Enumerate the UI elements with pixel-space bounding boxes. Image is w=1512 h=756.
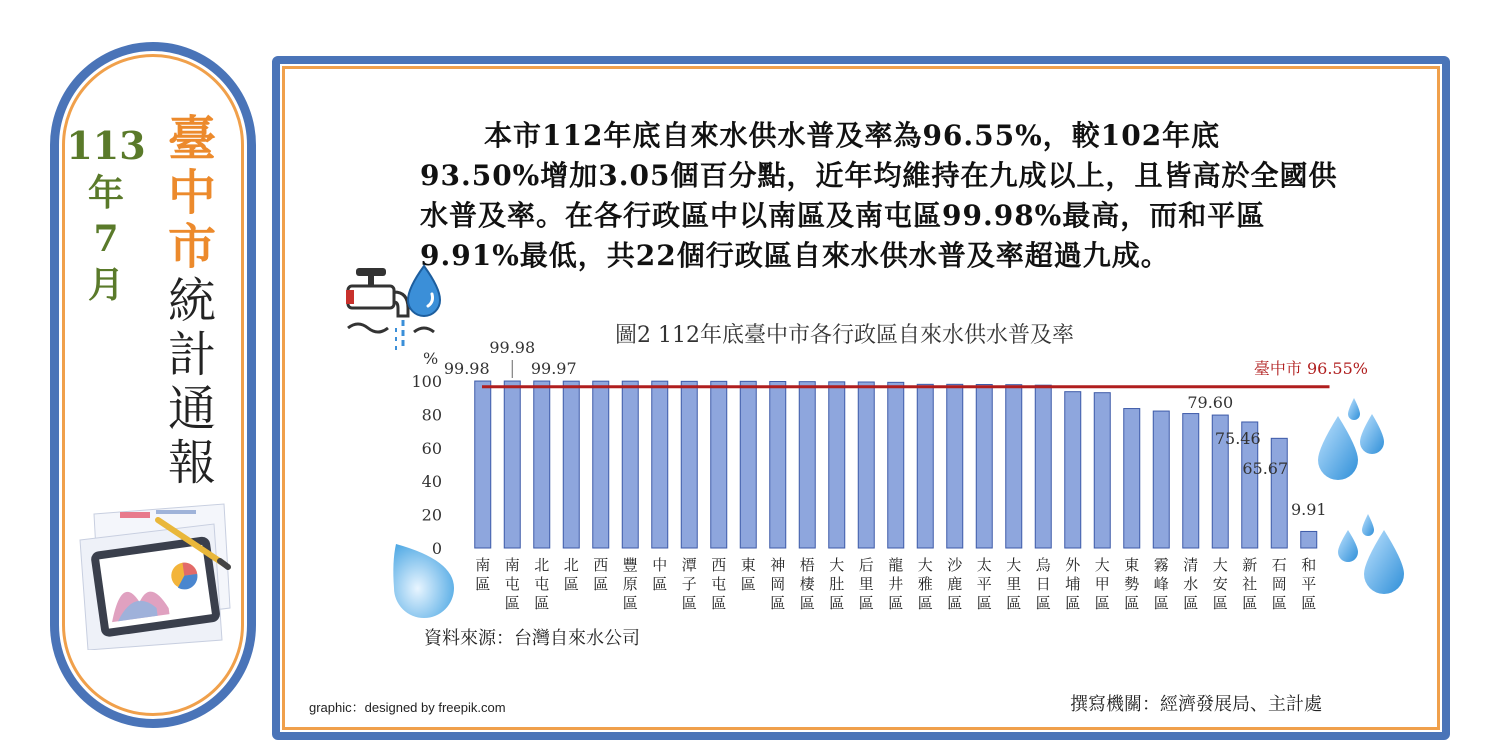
x-category-label: 石岡區	[1271, 556, 1287, 612]
chart-title: 圖2 112年底臺中市各行政區自來水供水普及率	[615, 323, 1074, 348]
x-category-label: 和平區	[1301, 556, 1317, 612]
issue-month: 7	[93, 218, 119, 260]
x-category-label: 南屯區	[504, 556, 520, 612]
x-category-label: 神岡區	[770, 556, 786, 612]
x-category-label: 東勢區	[1124, 556, 1140, 612]
title-char: 臺	[167, 111, 216, 167]
water-drops-icon	[1336, 512, 1408, 598]
y-tick-label: 60	[421, 438, 442, 458]
y-tick-label: 0	[431, 539, 442, 558]
author-agency: 撰寫機關：經濟發展局、主計處	[1070, 694, 1322, 715]
x-category-label: 西屯區	[711, 556, 727, 612]
bar	[1006, 385, 1022, 548]
x-category-label: 南區	[475, 556, 491, 593]
data-label: 99.97	[530, 359, 577, 378]
y-tick-label: 80	[421, 405, 442, 425]
data-label: 65.67	[1242, 459, 1289, 478]
bar	[563, 381, 579, 548]
y-tick-label: 40	[421, 472, 442, 492]
bar	[770, 382, 786, 548]
bar	[1183, 414, 1199, 548]
data-label: 79.60	[1187, 393, 1234, 412]
year-char: 年	[87, 172, 124, 214]
x-category-label: 龍井區	[888, 556, 904, 612]
y-tick-label: 100	[411, 372, 442, 391]
bar	[829, 382, 845, 548]
bar	[711, 381, 727, 548]
title-char: 市	[167, 219, 216, 275]
x-category-label: 大安區	[1212, 556, 1228, 612]
y-axis-unit: %	[423, 349, 439, 368]
title-char: 通	[167, 381, 216, 437]
x-category-label: 潭子區	[681, 556, 697, 612]
x-category-label: 烏日區	[1035, 556, 1051, 612]
summary-paragraph: 本市112年底自來水供水普及率為96.55%，較102年底93.50%增加3.05個百分點，近年均維持在九成以上，且皆高於全國供水普及率。在各行政區中以南區及南屯區99.98%最高，而和平區9.91%最低，共22個行政區自來水供水普及率超過九成。	[420, 119, 1338, 272]
bar	[681, 381, 697, 548]
bar	[1153, 411, 1169, 548]
bar	[1065, 392, 1081, 548]
title-char: 統	[167, 273, 216, 329]
x-category-label: 中區	[652, 556, 668, 593]
x-category-label: 大里區	[1006, 556, 1022, 612]
data-label: 99.98	[489, 338, 536, 357]
data-source: 資料來源：台灣自來水公司	[424, 628, 640, 649]
bar	[917, 384, 933, 548]
title-char: 中	[167, 165, 216, 221]
city-average-label: 臺中市 96.55%	[1253, 359, 1368, 378]
bar	[888, 382, 904, 548]
water-drops-icon	[1318, 396, 1390, 482]
bar	[534, 381, 550, 548]
bar	[1301, 531, 1317, 548]
bar	[740, 381, 756, 548]
graphic-credit: graphic：designed by freepik.com	[309, 700, 506, 715]
bar	[976, 385, 992, 548]
bar	[622, 381, 638, 548]
bar	[475, 381, 491, 548]
x-category-label: 北屯區	[534, 556, 550, 612]
bar	[947, 384, 963, 548]
x-category-label: 西區	[593, 556, 609, 593]
bar	[1271, 438, 1287, 548]
x-category-label: 大肚區	[829, 556, 845, 612]
x-category-label: 大甲區	[1094, 556, 1110, 612]
x-category-label: 霧峰區	[1153, 556, 1169, 612]
water-drop-icon	[388, 540, 458, 618]
x-category-label: 豐原區	[622, 556, 638, 612]
x-category-label: 大雅區	[917, 556, 933, 612]
data-label: 9.91	[1290, 500, 1327, 519]
x-category-label: 太平區	[976, 556, 992, 612]
data-label: 75.46	[1214, 429, 1261, 448]
x-category-label: 沙鹿區	[947, 556, 963, 612]
title-char: 報	[167, 435, 216, 491]
x-category-label: 北區	[563, 556, 579, 593]
bar	[504, 381, 520, 548]
x-category-label: 新社區	[1242, 556, 1258, 612]
bar	[1035, 385, 1051, 548]
bar	[652, 381, 668, 548]
title-char: 計	[167, 327, 216, 383]
x-category-label: 外埔區	[1065, 556, 1081, 612]
x-category-label: 梧棲區	[799, 556, 815, 612]
x-category-label: 清水區	[1183, 556, 1199, 612]
bar	[1124, 409, 1140, 548]
y-tick-label: 20	[421, 505, 442, 525]
month-char: 月	[87, 264, 124, 306]
x-category-label: 東區	[740, 556, 756, 593]
data-label: 99.98	[443, 359, 490, 378]
bar	[1094, 393, 1110, 548]
x-category-label: 后里區	[858, 556, 874, 612]
bar	[593, 381, 609, 548]
bar	[858, 382, 874, 548]
bar	[799, 382, 815, 548]
issue-year: 113	[66, 123, 146, 168]
